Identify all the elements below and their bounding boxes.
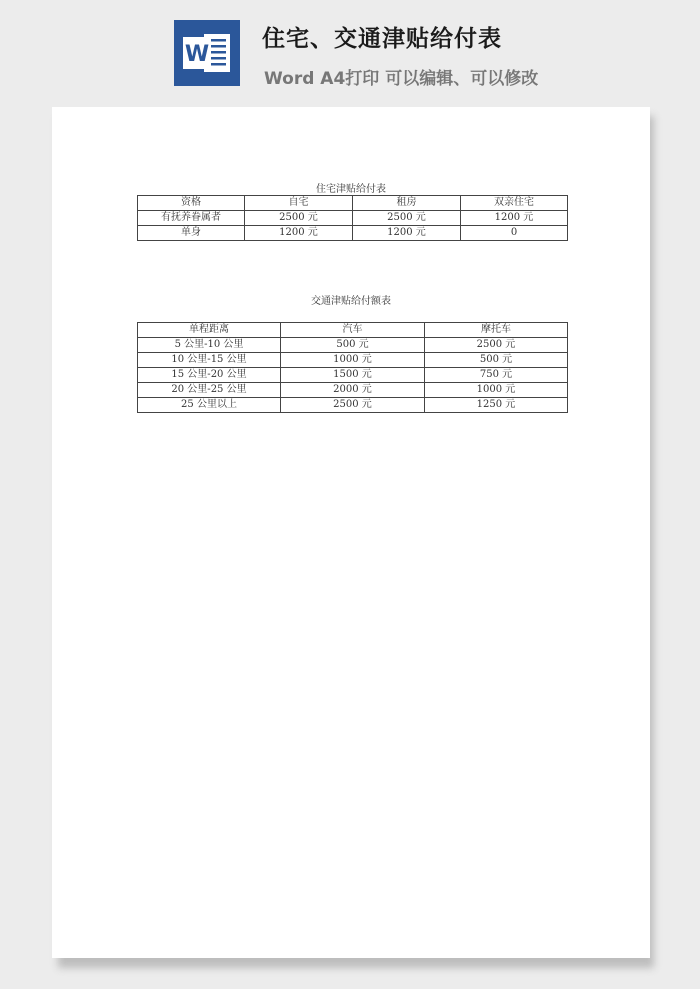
table-row: [138, 353, 568, 368]
table-cell: 2500 元: [281, 398, 425, 413]
word-icon: [174, 20, 240, 86]
table-cell: 2500 元: [245, 211, 353, 226]
table-cell: 1200 元: [461, 211, 568, 226]
table-cell: 2000 元: [281, 383, 425, 398]
table-cell: 5 公里-10 公里: [138, 338, 281, 353]
header-cell: 汽车: [281, 323, 425, 338]
table-row: [138, 211, 568, 226]
document-page: [52, 107, 650, 958]
table-cell: 有抚养眷属者: [138, 211, 245, 226]
table-row: [138, 226, 568, 241]
table-cell: 单身: [138, 226, 245, 241]
page-title: 住宅、交通津贴给付表: [262, 26, 502, 52]
header-cell: 资格: [138, 196, 245, 211]
table-row: [138, 398, 568, 413]
table-cell: 20 公里-25 公里: [138, 383, 281, 398]
table-cell: 15 公里-20 公里: [138, 368, 281, 383]
housing-table-caption: 住宅津贴给付表: [316, 184, 386, 195]
transport-table-caption: 交通津贴给付额表: [311, 296, 391, 307]
table-row: [138, 383, 568, 398]
table-row: [138, 338, 568, 353]
header-cell: 双亲住宅: [461, 196, 568, 211]
table-cell: 2500 元: [353, 211, 461, 226]
header-cell: 租房: [353, 196, 461, 211]
header-cell: 摩托车: [425, 323, 568, 338]
table-header-row: [138, 323, 568, 338]
svg-text:W: W: [184, 42, 210, 67]
transport-allowance-table: [137, 322, 568, 413]
page-subtitle: Word A4打印 可以编辑、可以修改: [264, 69, 539, 89]
table-cell: 0: [461, 226, 568, 241]
table-header-row: [138, 196, 568, 211]
table-cell: 25 公里以上: [138, 398, 281, 413]
table-cell: 2500 元: [425, 338, 568, 353]
table-cell: 1200 元: [353, 226, 461, 241]
table-cell: 750 元: [425, 368, 568, 383]
table-row: [138, 368, 568, 383]
header: [0, 0, 700, 100]
header-cell: 自宅: [245, 196, 353, 211]
housing-allowance-table: [137, 195, 568, 241]
table-cell: 1000 元: [281, 353, 425, 368]
table-cell: 10 公里-15 公里: [138, 353, 281, 368]
table-cell: 1250 元: [425, 398, 568, 413]
table-cell: 1000 元: [425, 383, 568, 398]
table-cell: 500 元: [425, 353, 568, 368]
table-cell: 1200 元: [245, 226, 353, 241]
table-cell: 1500 元: [281, 368, 425, 383]
header-cell: 单程距离: [138, 323, 281, 338]
table-cell: 500 元: [281, 338, 425, 353]
